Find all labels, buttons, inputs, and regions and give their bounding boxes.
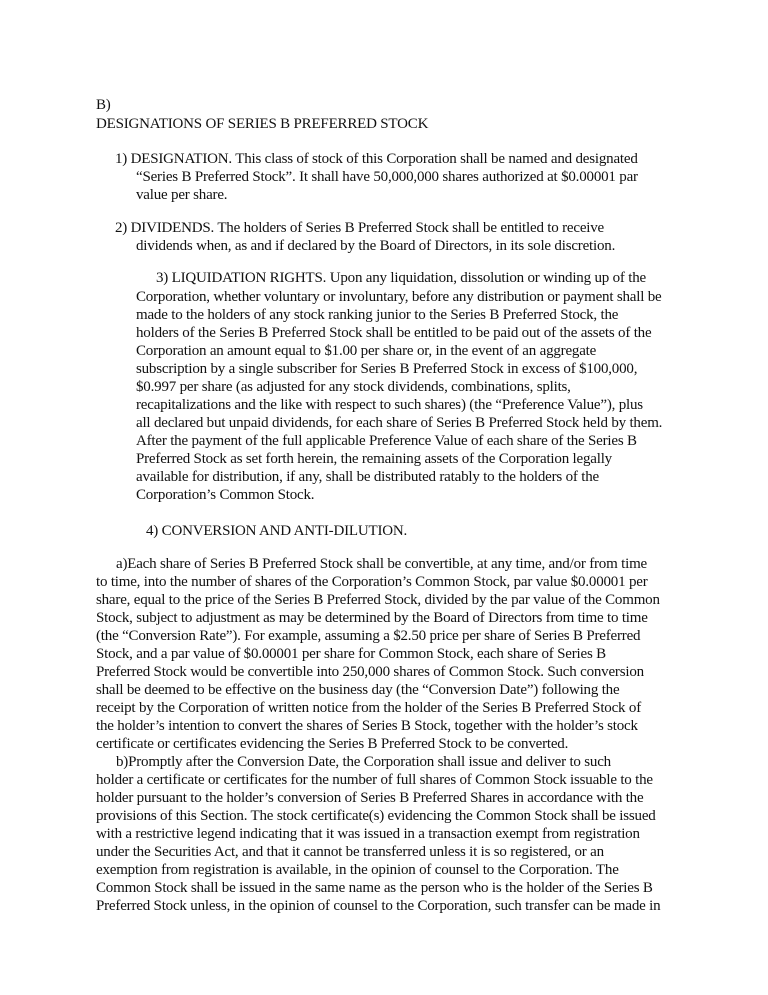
- para-a-line: Preferred Stock would be convertible into 250,000 shares of Common Stock. Such conversion: [96, 664, 644, 680]
- para-a-line: (the “Conversion Rate”). For example, assuming a $2.50 price per share of Series B Preferred: [96, 628, 641, 644]
- item3-line: $0.997 per share (as adjusted for any stock dividends, combinations, splits,: [136, 379, 571, 395]
- item2-line: dividends when, as and if declared by the Board of Directors, in its sole discretion.: [136, 238, 616, 254]
- para-b-line: under the Securities Act, and that it cannot be transferred unless it is so registered, or an: [96, 844, 604, 860]
- para-a-line: share, equal to the price of the Series B Preferred Stock, divided by the par value of the Common: [96, 592, 660, 608]
- item1-line: 1) DESIGNATION. This class of stock of this Corporation shall be named and designated: [115, 151, 638, 167]
- item3-line: all declared but unpaid dividends, for each share of Series B Preferred Stock held by them.: [136, 415, 663, 431]
- para-b-line: exemption from registration is available, in the opinion of counsel to the Corporation. The: [96, 862, 619, 878]
- item3-line: After the payment of the full applicable Preference Value of each share of the Series B: [136, 433, 637, 449]
- para-b-line: holder pursuant to the holder’s conversion of Series B Preferred Shares in accordance with the: [96, 790, 644, 806]
- para-b-line: b)Promptly after the Conversion Date, the Corporation shall issue and deliver to such: [116, 754, 611, 770]
- para-a-line: certificate or certificates evidencing the Series B Preferred Stock to be converted.: [96, 736, 569, 752]
- item1-line: “Series B Preferred Stock”. It shall have 50,000,000 shares authorized at $0.00001 par: [136, 169, 638, 185]
- item3-line: recapitalizations and the like with respect to such shares) (the “Preference Value”), plus: [136, 397, 643, 413]
- para-b-line: Preferred Stock unless, in the opinion of counsel to the Corporation, such transfer can be made in: [96, 898, 661, 914]
- item2-line: 2) DIVIDENDS. The holders of Series B Preferred Stock shall be entitled to receive: [115, 220, 605, 236]
- para-a-line: to time, into the number of shares of the Corporation’s Common Stock, par value $0.00001 per: [96, 574, 648, 590]
- section-heading: DESIGNATIONS OF SERIES B PREFERRED STOCK: [96, 116, 429, 132]
- item3-line: available for distribution, if any, shall be distributed ratably to the holders of the: [136, 469, 599, 485]
- para-b-line: provisions of this Section. The stock certificate(s) evidencing the Common Stock shall be issued: [96, 808, 656, 824]
- item3-line: Corporation’s Common Stock.: [136, 487, 315, 503]
- para-a-line: shall be deemed to be effective on the business day (the “Conversion Date”) following the: [96, 682, 620, 698]
- item3-line: Corporation an amount equal to $1.00 per share or, in the event of an aggregate: [136, 343, 597, 359]
- para-a-line: a)Each share of Series B Preferred Stock shall be convertible, at any time, and/or from time: [116, 556, 647, 572]
- para-a-line: Stock, subject to adjustment as may be determined by the Board of Directors from time to time: [96, 610, 648, 626]
- item3-line: made to the holders of any stock ranking junior to the Series B Preferred Stock, the: [136, 307, 619, 323]
- item4-heading: 4) CONVERSION AND ANTI-DILUTION.: [146, 523, 408, 539]
- para-a-line: Stock, and a par value of $0.00001 per share for Common Stock, each share of Series B: [96, 646, 606, 662]
- item1-line: value per share.: [136, 187, 228, 203]
- para-b-line: with a restrictive legend indicating that it was issued in a transaction exempt from registration: [96, 826, 640, 842]
- para-a-line: receipt by the Corporation of written notice from the holder of the Series B Preferred Stock of: [96, 700, 641, 716]
- para-a-line: the holder’s intention to convert the shares of Series B Stock, together with the holder’s stock: [96, 718, 638, 734]
- item3-line: Preferred Stock as set forth herein, the remaining assets of the Corporation legally: [136, 451, 612, 467]
- para-b-line: Common Stock shall be issued in the same name as the person who is the holder of the Series B: [96, 880, 653, 896]
- item3-line: 3) LIQUIDATION RIGHTS. Upon any liquidation, dissolution or winding up of the: [156, 270, 646, 286]
- item3-line: Corporation, whether voluntary or involuntary, before any distribution or payment shall be: [136, 289, 662, 305]
- para-b-line: holder a certificate or certificates for the number of full shares of Common Stock issuable to the: [96, 772, 653, 788]
- section-marker: B): [96, 97, 111, 113]
- item3-line: holders of the Series B Preferred Stock shall be entitled to be paid out of the assets of the: [136, 325, 652, 341]
- item3-line: subscription by a single subscriber for Series B Preferred Stock in excess of $100,000,: [136, 361, 638, 377]
